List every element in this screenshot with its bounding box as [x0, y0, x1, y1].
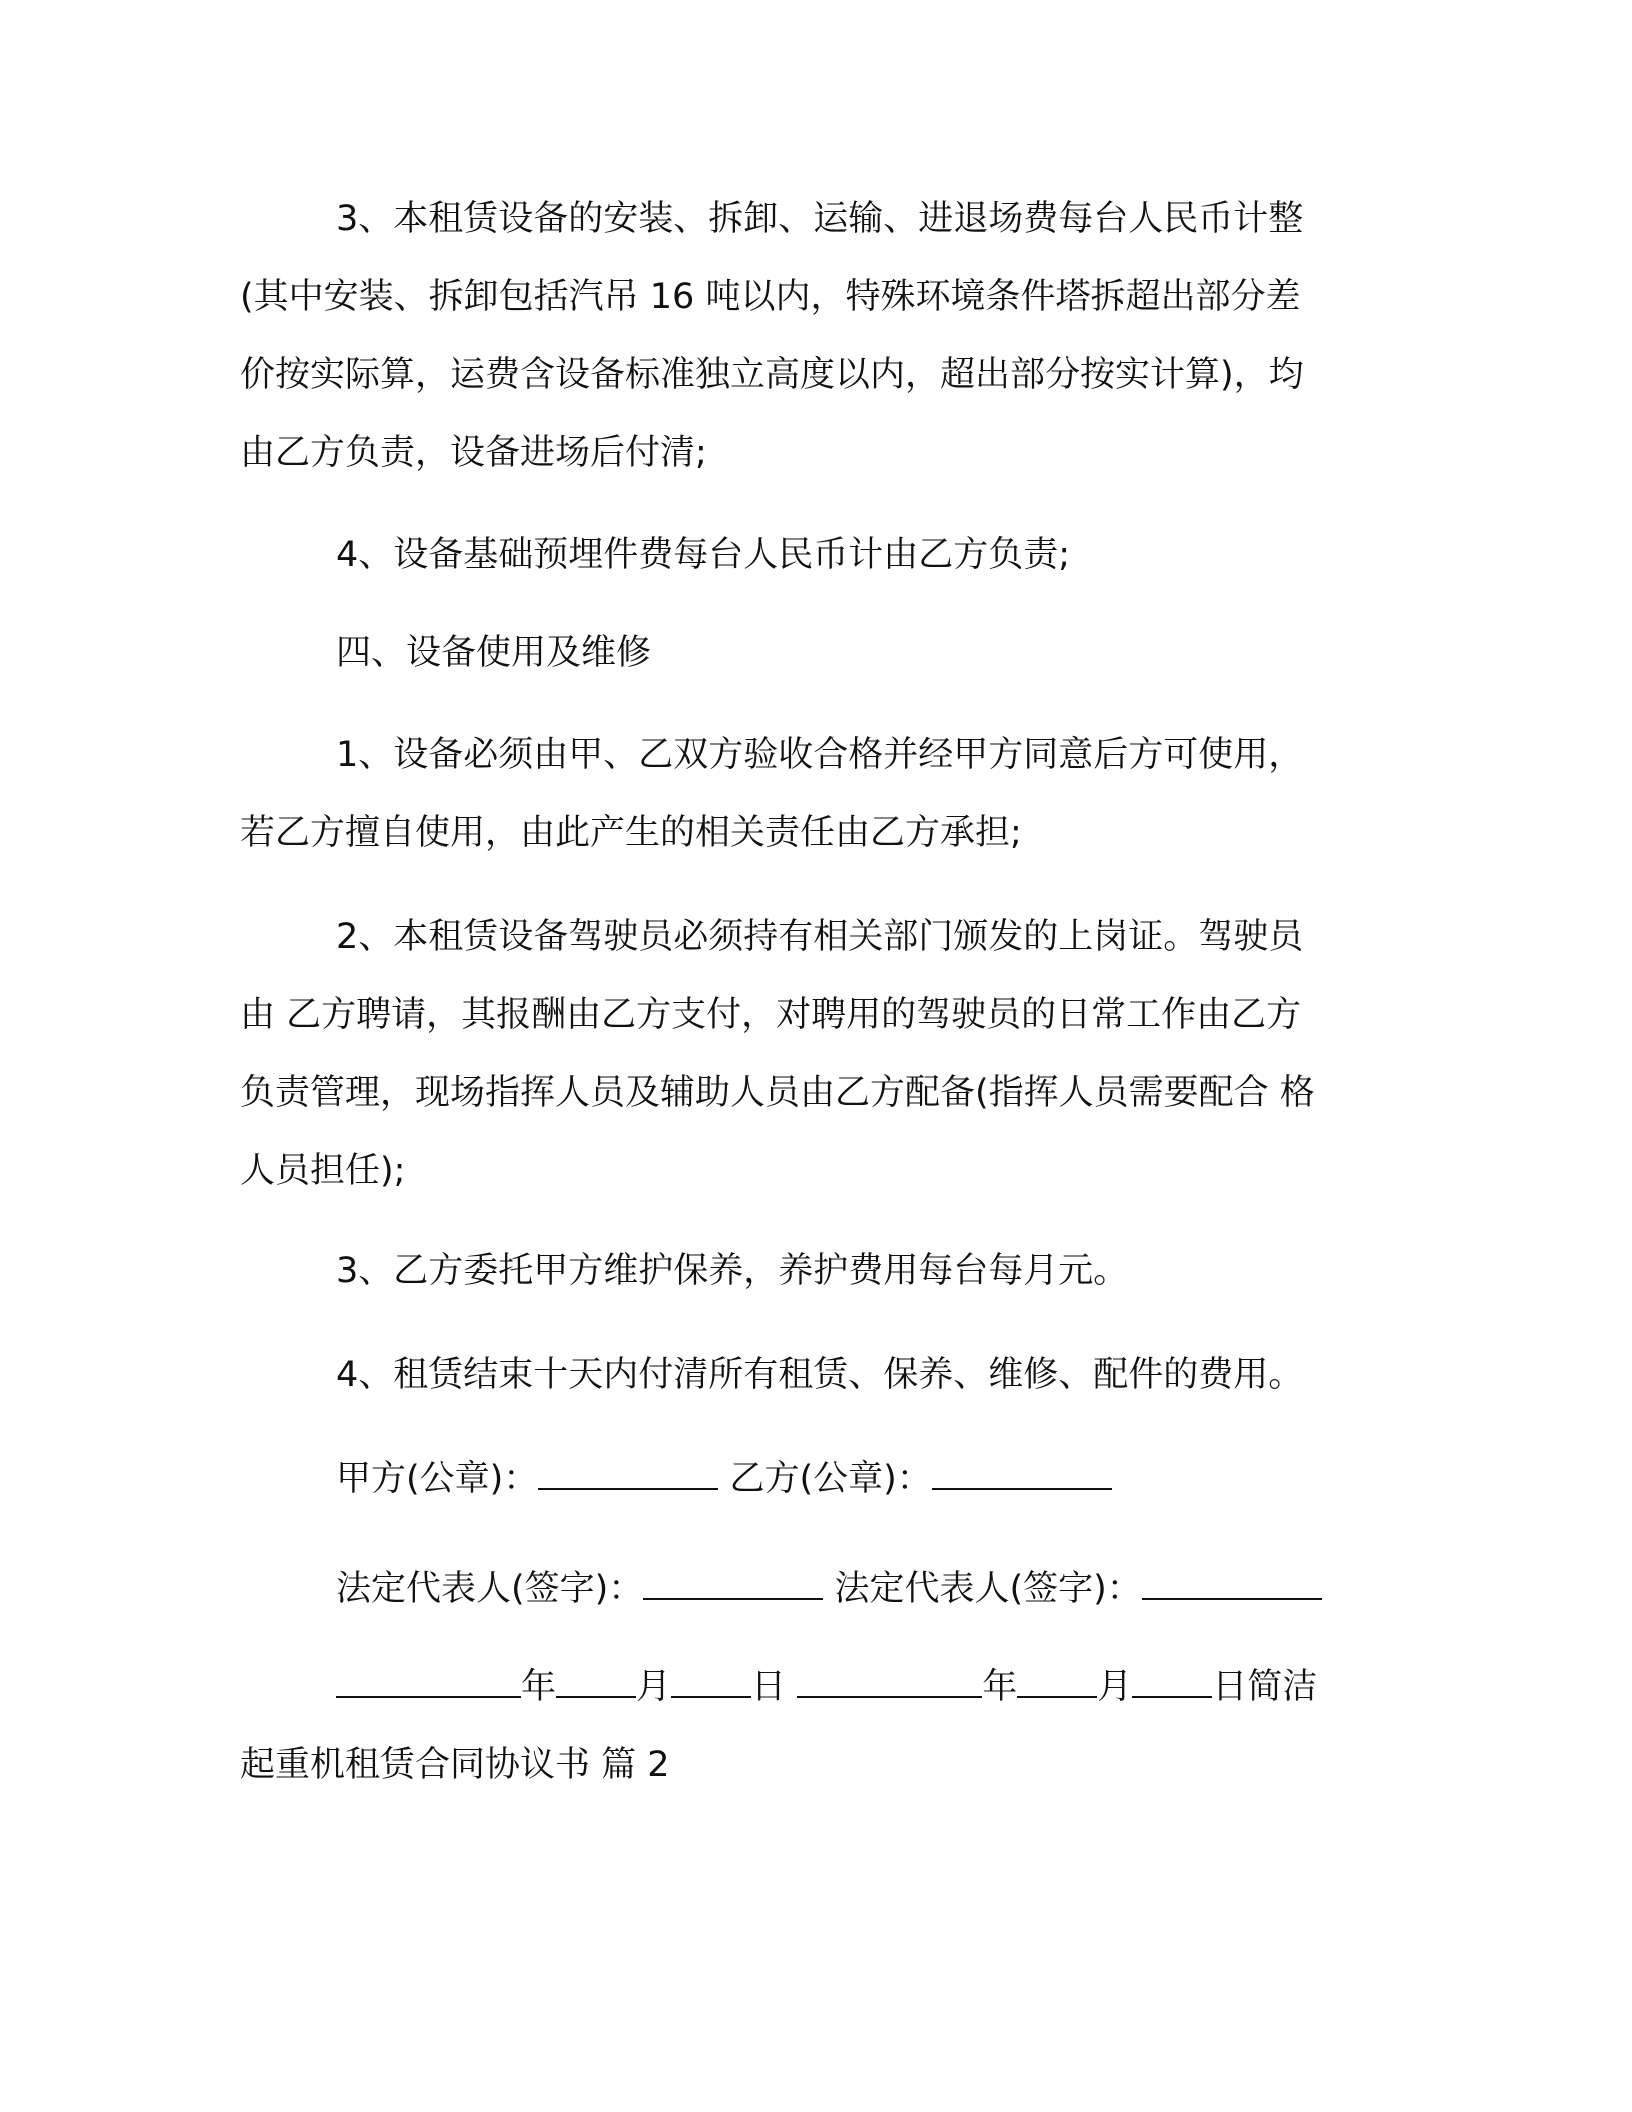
text-line: 人员担任);: [240, 1151, 406, 1191]
trailing-text: 简洁: [1247, 1667, 1318, 1707]
day-b-label: 日: [1212, 1667, 1248, 1707]
text-line: 2、本租赁设备驾驶员必须持有相关部门颁发的上岗证。驾驶员: [336, 917, 1304, 957]
text-line: 若乙方擅自使用，由此产生的相关责任由乙方承担;: [240, 813, 1022, 853]
text-line: 3、本租赁设备的安装、拆卸、运输、进退场费每台人民币计整: [336, 199, 1304, 239]
seal-row: [240, 1440, 1380, 1518]
representative-line: [240, 1550, 1380, 1628]
year-a-label: 年: [521, 1667, 557, 1707]
heading-line: 四、设备使用及维修: [336, 633, 652, 673]
day-b-blank: [1132, 1666, 1212, 1698]
year-a-blank: [336, 1666, 521, 1698]
text-line: 由乙方负责，设备进场后付清;: [240, 433, 707, 473]
text-line: 3、乙方委托甲方维护保养，养护费用每台每月元。: [336, 1251, 1129, 1291]
text-line: 4、租赁结束十天内付清所有租赁、保养、维修、配件的费用。: [336, 1355, 1304, 1395]
representative-row: [240, 1550, 1380, 1628]
clause-4-foundation: [240, 516, 1380, 594]
year-b-label: 年: [982, 1667, 1018, 1707]
party-seal-line: [240, 1440, 1380, 1518]
clause-1-acceptance: [240, 716, 1380, 872]
clause-4-settlement: [240, 1336, 1380, 1414]
rep-a-blank: [643, 1568, 823, 1600]
rep-b-blank: [1142, 1568, 1322, 1600]
text-line: 1、设备必须由甲、乙双方验收合格并经甲方同意后方可使用，: [336, 735, 1304, 775]
section-heading: [240, 614, 1380, 692]
party-b-seal-label: 乙方(公章)：: [729, 1459, 932, 1499]
next-section-heading: 起重机租赁合同协议书 篇 2: [240, 1745, 670, 1785]
text-line: 4、设备基础预埋件费每台人民币计由乙方负责;: [336, 535, 1071, 575]
party-b-seal-blank: [932, 1458, 1112, 1490]
party-a-seal-blank: [538, 1458, 718, 1490]
text-line: 价按实际算，运费含设备标准独立高度以内，超出部分按实计算)，均: [240, 355, 1304, 395]
text-line: 由 乙方聘请，其报酬由乙方支付，对聘用的驾驶员的日常工作由乙方: [240, 995, 1302, 1035]
rep-b-label: 法定代表人(签字)：: [834, 1569, 1142, 1609]
clause-3-maintenance: [240, 1232, 1380, 1310]
text-line: (其中安装、拆卸包括汽吊 16 吨以内，特殊环境条件塔拆超出部分差: [240, 277, 1301, 317]
date-row: [240, 1648, 1380, 1726]
rep-a-label: 法定代表人(签字)：: [336, 1569, 644, 1609]
month-a-label: 月: [636, 1667, 672, 1707]
year-b-blank: [797, 1666, 982, 1698]
clause-3-fees: [240, 180, 1380, 492]
text-line: 负责管理，现场指挥人员及辅助人员由乙方配备(指挥人员需要配合 格: [240, 1073, 1315, 1113]
party-a-seal-label: 甲方(公章)：: [336, 1459, 539, 1499]
day-a-blank: [671, 1666, 751, 1698]
day-a-label: 日: [751, 1667, 787, 1707]
month-b-label: 月: [1097, 1667, 1133, 1707]
month-a-blank: [556, 1666, 636, 1698]
month-b-blank: [1017, 1666, 1097, 1698]
date-line: [240, 1648, 1380, 1804]
clause-2-driver: [240, 898, 1380, 1210]
